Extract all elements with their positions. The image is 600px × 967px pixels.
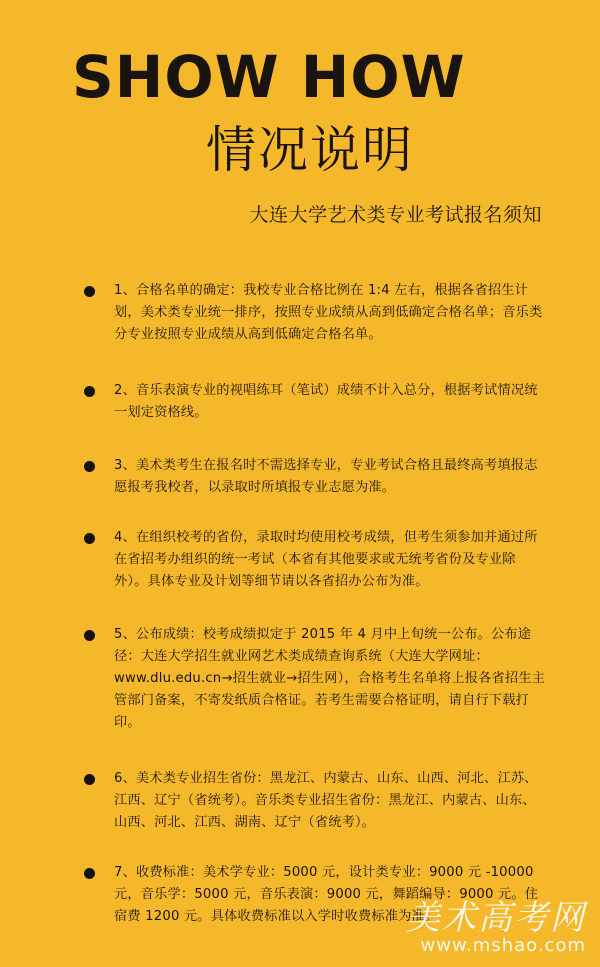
list-item-text: 5、公布成绩：校考成绩拟定于 2015 年 4 月中上旬统一公布。公布途径：大连大学招生就业网艺术类成绩查询系统（大连大学网址：www.dlu.edu.cn→招生就业→招生网），合格考生名单将上报各省招生主管部门备案，不寄发纸质合格证。若考生需要合格证明，请自行下载打印。 <box>114 627 546 730</box>
list-item-text: 6、美术类专业招生省份：黑龙江、内蒙古、山东、山西、河北、江苏、江西、辽宁（省统考）。音乐类专业招生省份：黑龙江、内蒙古、山东、山西、河北、江西、湖南、辽宁（省统考）。 <box>114 771 538 830</box>
list-item-text: 7、收费标准：美术学专业：5000 元，设计类专业：9000 元 -10000 元，音乐学：5000 元，音乐表演：9000 元，舞蹈编导：9000 元。住宿费 1200 元。具体收费标准以入学时收费标准为准。 <box>114 865 539 924</box>
headline: SHOW HOW <box>72 43 466 111</box>
list-item-text: 3、美术类考生在报名时不需选择专业，专业考试合格且最终高考填报志愿报考我校者，以录取时所填报专业志愿为准。 <box>114 458 538 495</box>
watermark <box>406 898 586 957</box>
watermark-url: www.mshao.com <box>420 935 586 957</box>
list-item-text: 1、合格名单的确定：我校专业合格比例在 1:4 左右，根据各省招生计划，美术类专业统一排序，按照专业成绩从高到低确定合格名单；音乐类分专业按照专业成绩从高到低确定合格名单。 <box>114 283 543 342</box>
bullet-icon <box>84 533 95 544</box>
bullet-icon <box>84 286 95 297</box>
watermark-logo-text: 美术高考网 <box>406 898 586 939</box>
bullet-icon <box>84 461 95 472</box>
bullet-icon <box>84 868 95 879</box>
bullet-icon <box>84 386 95 397</box>
page-title: 情况说明 <box>206 121 414 179</box>
bullet-icon <box>84 774 95 785</box>
list-item-text: 2、音乐表演专业的视唱练耳（笔试）成绩不计入总分，根据考试情况统一划定资格线。 <box>114 383 538 420</box>
page-subtitle: 大连大学艺术类专业考试报名须知 <box>249 204 542 226</box>
bullet-icon <box>84 630 95 641</box>
list-item-text: 4、在组织校考的省份，录取时均使用校考成绩，但考生须参加并通过所在省招考办组织的统一考试（本省有其他要求或无统考省份及专业除外）。具体专业及计划等细节请以各省招办公布为准。 <box>114 530 538 589</box>
